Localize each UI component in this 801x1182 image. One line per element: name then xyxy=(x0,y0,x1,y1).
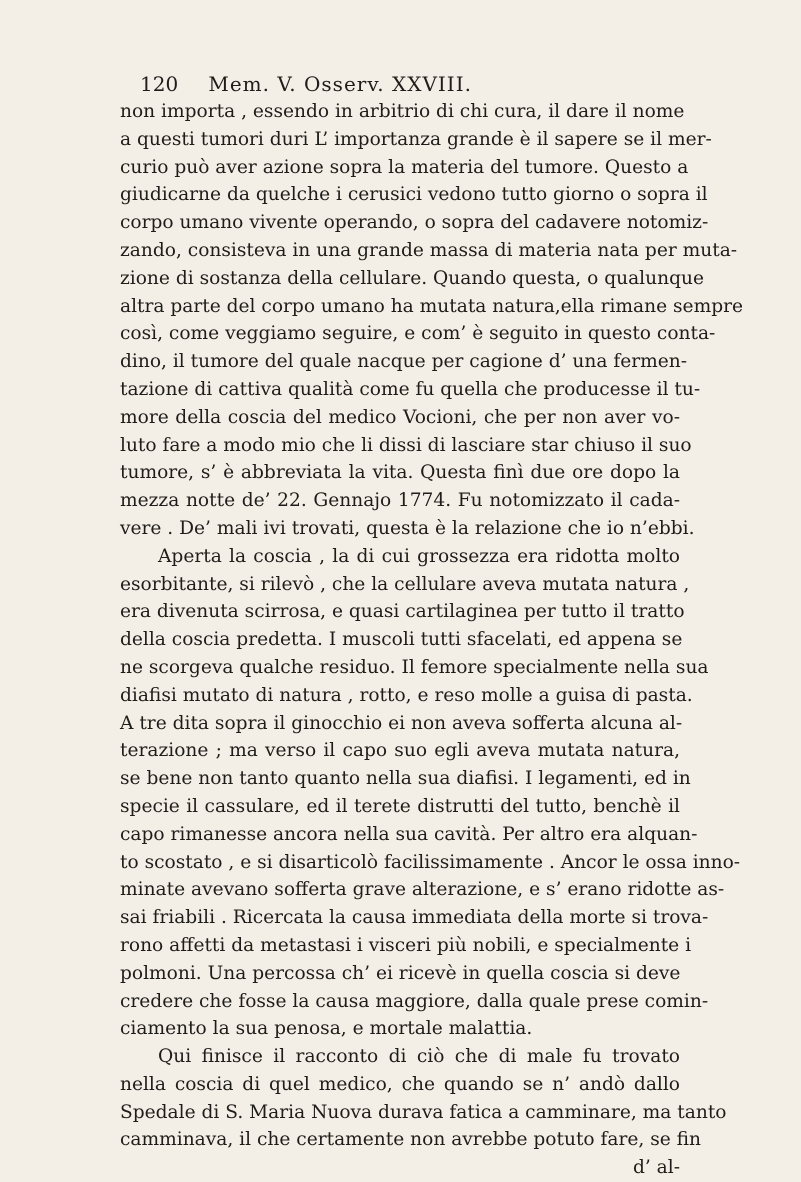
text-line: to scostato , e si disarticolò facilissimamente . Ancor le ossa inno- xyxy=(120,851,741,873)
text-line: vere . De’ mali ivi trovati, questa è la relazione che io n’ebbi. xyxy=(120,517,695,539)
text-line: nella coscia di quel medico, che quando se n’ andò dallo xyxy=(120,1073,680,1095)
text-line: credere che fosse la causa maggiore, dalla quale prese comin- xyxy=(120,990,709,1012)
text-line: esorbitante, si rilevò , che la cellulare aveva mutata natura , xyxy=(120,573,690,595)
text-line: curio può aver azione sopra la materia del tumore. Questo a xyxy=(120,156,689,178)
text-line: terazione ; ma verso il capo suo egli aveva mutata natura, xyxy=(120,740,680,762)
text-line: dino, il tumore del quale nacque per cagione d’ una fermen- xyxy=(120,351,688,373)
text-line: tumore, s’ è abbreviata la vita. Questa finì due ore dopo la xyxy=(120,462,680,484)
text-line: luto fare a modo mio che li dissi di lasciare star chiuso il suo xyxy=(120,434,692,456)
text-line: sai friabili . Ricercata la causa immediata della morte si trova- xyxy=(120,907,709,929)
paragraph-end-line: ciamento la sua penosa, e mortale malattia. xyxy=(120,1018,533,1040)
text-line: a questi tumori duri L’ importanza grande è il sapere se il mer- xyxy=(120,128,712,150)
text-line: diafisi mutato di natura , rotto, e reso molle a guisa di pasta. xyxy=(120,684,693,706)
text-line: altra parte del corpo umano ha mutata natura,ella rimane sempre xyxy=(120,295,743,317)
running-title: Mem. V. Osserv. XXVIII. xyxy=(208,72,472,96)
text-line: polmoni. Una percossa ch’ ei ricevè in quella coscia si deve xyxy=(120,962,681,984)
text-line: more della coscia del medico Vocioni, che per non aver vo- xyxy=(120,406,680,428)
paragraph-start-line: Aperta la coscia , la di cui grossezza era ridotta molto xyxy=(158,545,680,567)
text-line: mezza notte de’ 22. Gennajo 1774. Fu notomizzato il cada- xyxy=(120,490,680,512)
text-line: ne scorgeva qualche residuo. Il femore specialmente nella sua xyxy=(120,656,709,678)
text-line: della coscia predetta. I muscoli tutti sfacelati, ed appena se xyxy=(120,629,683,651)
text-line: camminava, il che certamente non avrebbe potuto fare, se fin xyxy=(120,1129,702,1151)
text-line: corpo umano vivente operando, o sopra del cadavere notomiz- xyxy=(120,212,709,234)
text-line: zando, consisteva in una grande massa di materia nata per muta- xyxy=(120,239,738,261)
text-line: non importa , essendo in arbitrio di chi cura, il dare il nome xyxy=(120,101,685,122)
text-line: tazione di cattiva qualità come fu quella che producesse il tu- xyxy=(120,378,701,400)
text-line: capo rimanesse ancora nella sua cavità. Per altro era alquan- xyxy=(120,823,698,845)
paragraph-start-line: Qui finisce il racconto di ciò che di male fu trovato xyxy=(158,1046,680,1068)
text-line: specie il cassulare, ed il terete distrutti del tutto, benchè il xyxy=(120,795,680,817)
catchword: d’ al- xyxy=(632,1157,680,1179)
page-number: 120 xyxy=(140,72,179,96)
text-line: era divenuta scirrosa, e quasi cartilaginea per tutto il tratto xyxy=(120,601,685,623)
text-line: minate avevano sofferta grave alterazione, e s’ erano ridotte as- xyxy=(120,879,725,901)
text-line: se bene non tanto quanto nella sua diafisi. I legamenti, ed in xyxy=(120,768,691,790)
text-line: giudicarne da quelche i cerusici vedono tutto giorno o sopra il xyxy=(120,184,708,206)
text-line: rono affetti da metastasi i visceri più nobili, e specialmente i xyxy=(120,934,692,956)
page-header xyxy=(140,72,680,96)
text-line: Spedale di S. Maria Nuova durava fatica a camminare, ma tanto xyxy=(120,1101,727,1123)
text-line: zione di sostanza della cellulare. Quando questa, o qualunque xyxy=(120,267,704,289)
text-line: A tre dita sopra il ginocchio ei non aveva sofferta alcuna al- xyxy=(120,712,683,734)
body-text xyxy=(120,98,743,1182)
text-line: così, come veggiamo seguire, e com’ è seguito in questo conta- xyxy=(120,323,716,345)
